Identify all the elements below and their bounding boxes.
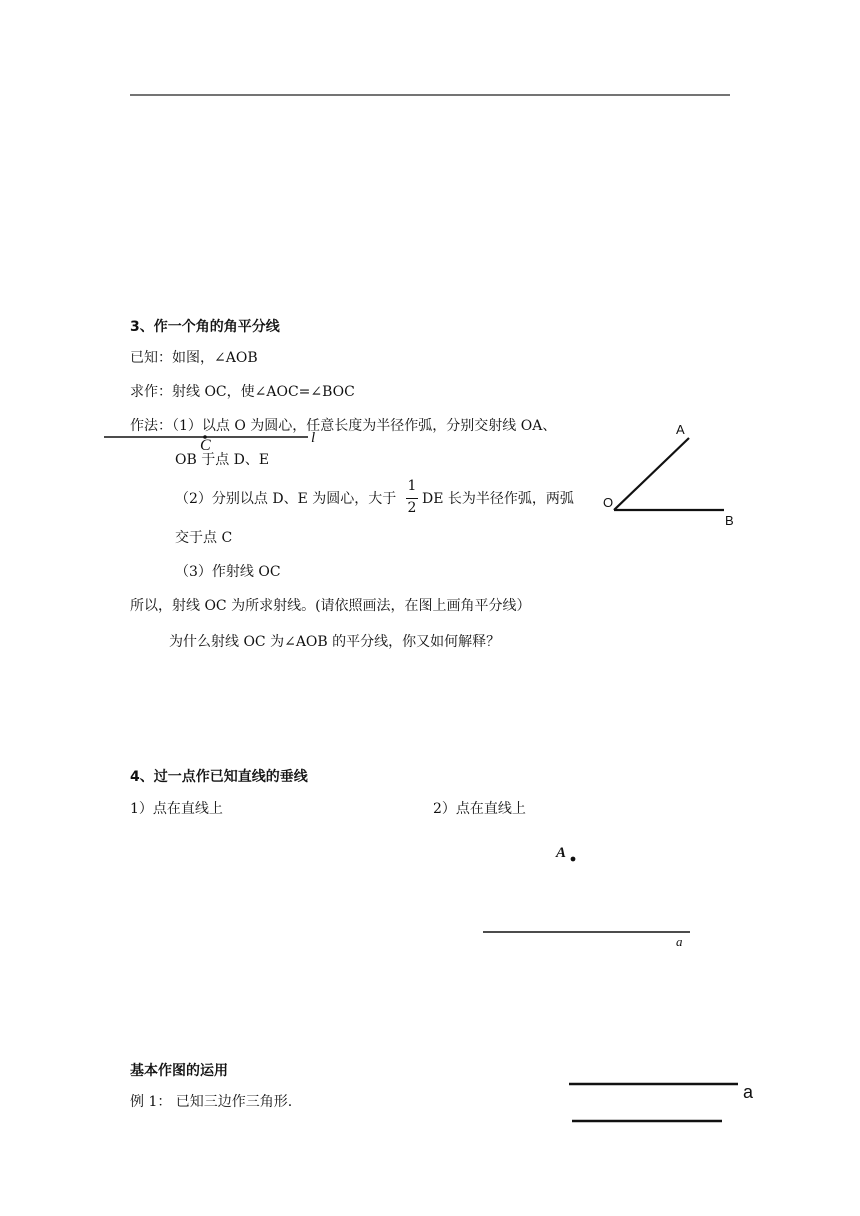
fraction-denominator: 2 — [407, 500, 417, 516]
section3-heading: 3、作一个角的角平分线 — [130, 319, 280, 335]
section4-heading: 4、过一点作已知直线的垂线 — [130, 769, 308, 785]
label-l: l — [311, 430, 316, 446]
question-text: 为什么射线 OC 为∠AOB 的平分线，你又如何解释？ — [169, 634, 501, 650]
fraction-numerator: 1 — [407, 478, 417, 494]
fraction-bar — [406, 498, 418, 499]
conclusion-text: 所以，射线 OC 为所求射线。(请依照画法，在图上画角平分线） — [130, 598, 531, 614]
label-segment-a: a — [743, 1082, 754, 1102]
method-step2-line2: 交于点 C — [175, 530, 233, 546]
label-a-angle: A — [676, 422, 685, 437]
point-a-dot — [571, 857, 576, 862]
method-step1-line1: 作法：（1）以点 O 为圆心，任意长度为半径作弧，分别交射线 OA、 — [130, 418, 557, 434]
example1-text: 例 1： 已知三边作三角形. — [130, 1094, 293, 1110]
case1-text: 1）点在直线上 — [130, 801, 223, 817]
method-step1-line2: OB 于点 D、E — [175, 452, 270, 468]
ray-oa — [614, 438, 689, 510]
known-text: 已知：如图，∠AOB — [130, 350, 258, 366]
label-c: C — [200, 437, 211, 454]
label-line-a: a — [676, 934, 683, 949]
method-step2-post: DE 长为半径作弧，两弧 — [422, 491, 574, 507]
label-b-angle: B — [725, 513, 734, 528]
section5-heading: 基本作图的运用 — [130, 1063, 228, 1079]
label-o-angle: O — [603, 495, 614, 510]
method-step3: （3）作射线 OC — [175, 564, 281, 580]
label-point-a: A — [556, 845, 567, 861]
case2-text: 2）点在直线上 — [433, 801, 526, 817]
find-text: 求作：射线 OC，使∠AOC=∠BOC — [130, 384, 355, 400]
method-step2-pre: （2）分别以点 D、E 为圆心，大于 — [175, 491, 397, 507]
